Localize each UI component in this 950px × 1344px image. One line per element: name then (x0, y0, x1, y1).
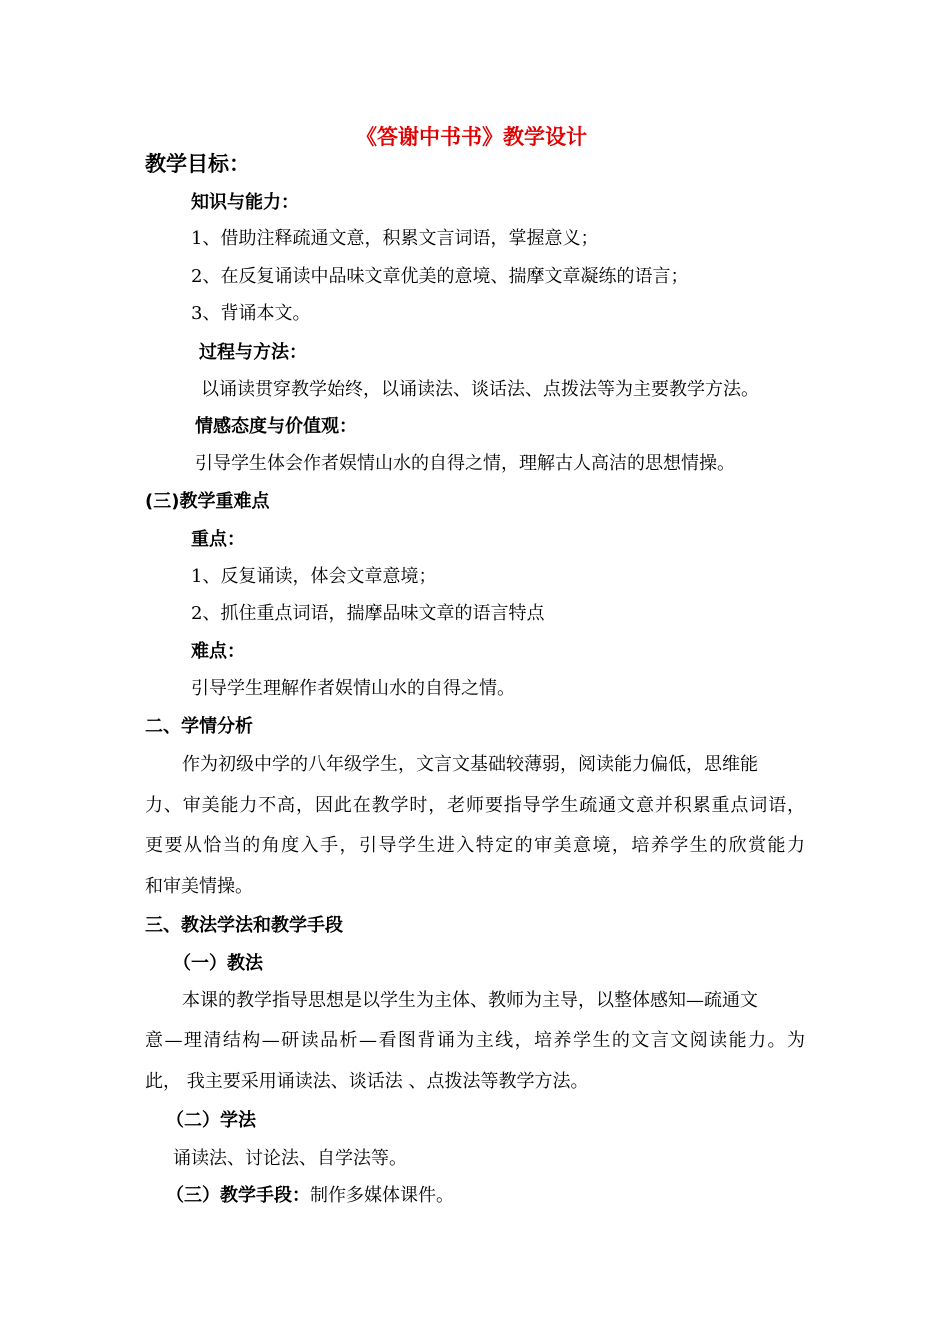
knowledge-item: 1、借助注释疏通文意，积累文言词语，掌握意义； (191, 228, 599, 249)
knowledge-item: 3、背诵本文。 (191, 303, 311, 324)
analysis-line: 作为初级中学的八年级学生，文言文基础较薄弱，阅读能力偏低，思维能 (182, 754, 758, 775)
teaching-method-line: 本课的教学指导思想是以学生为主体、教师为主导，以整体感知—疏通文 (182, 990, 758, 1011)
knowledge-heading: 知识与能力： (191, 192, 299, 213)
key-points-heading: (三)教学重难点 (145, 491, 270, 512)
teaching-means-line (166, 1185, 454, 1207)
emotion-heading: 情感态度与价值观： (195, 416, 357, 437)
analysis-line: 力、审美能力不高，因此在教学时，老师要指导学生疏通文意并积累重点词语， (145, 795, 805, 816)
learning-method-heading: （二）学法 (166, 1110, 256, 1131)
focus-item: 2、抓住重点词语，揣摩品味文章的语言特点 (191, 603, 545, 624)
methods-heading: 三、教法学法和教学手段 (145, 915, 343, 936)
objectives-heading: 教学目标： (145, 152, 250, 176)
knowledge-item: 2、在反复诵读中品味文章优美的意境、揣摩文章凝练的语言； (191, 266, 689, 287)
difficulty-heading: 难点： (191, 641, 245, 662)
focus-heading: 重点： (191, 529, 245, 550)
learning-method-text: 诵读法、讨论法、自学法等。 (173, 1148, 407, 1169)
teaching-method-line: 此， 我主要采用诵读法、谈话法 、点拨法等教学方法。 (145, 1071, 589, 1092)
teaching-method-line: 意—理清结构—研读品析—看图背诵为主线，培养学生的文言文阅读能力。为 (145, 1030, 805, 1051)
emotion-text: 引导学生体会作者娱情山水的自得之情，理解古人高洁的思想情操。 (195, 453, 735, 474)
teaching-method-heading: （一）教法 (173, 953, 263, 974)
teaching-means-text: 制作多媒体课件。 (310, 1185, 454, 1206)
analysis-heading: 二、学情分析 (145, 716, 253, 737)
analysis-line: 和审美情操。 (145, 876, 253, 897)
focus-item: 1、反复诵读，体会文章意境； (191, 566, 437, 587)
process-heading: 过程与方法： (199, 342, 307, 363)
process-text: 以诵读贯穿教学始终，以诵读法、谈话法、点拨法等为主要教学方法。 (201, 379, 759, 400)
analysis-line: 更要从恰当的角度入手，引导学生进入特定的审美意境，培养学生的欣赏能力 (145, 835, 805, 856)
difficulty-text: 引导学生理解作者娱情山水的自得之情。 (191, 678, 515, 699)
document-title: 《答谢中书书》教学设计 (356, 125, 587, 149)
teaching-means-heading: （三）教学手段： (166, 1185, 310, 1206)
